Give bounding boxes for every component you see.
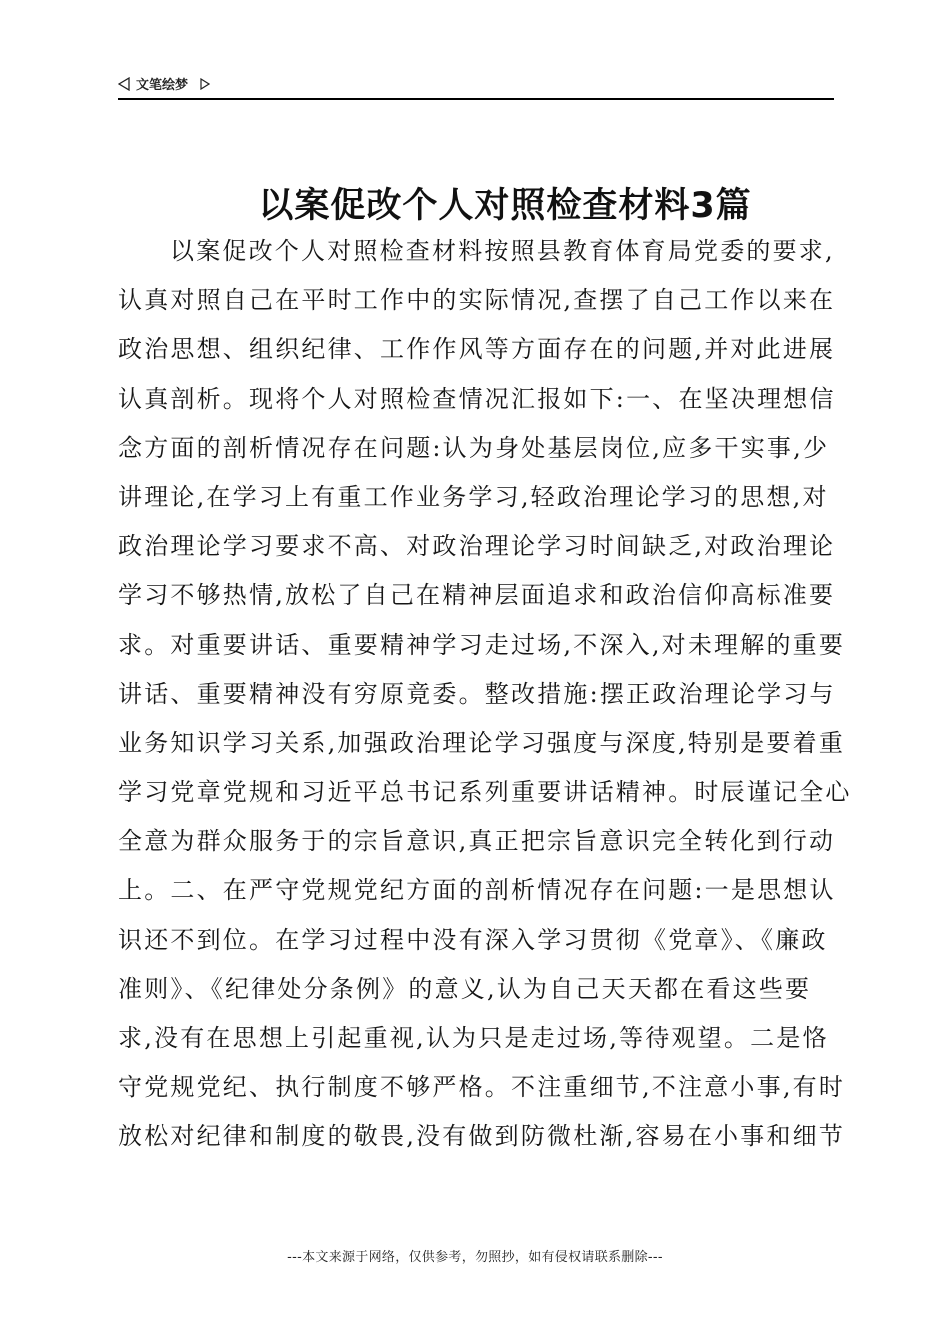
body-line: 放松对纪律和制度的敬畏,没有做到防微杜渐,容易在小事和细节 <box>118 1122 846 1151</box>
body-line: 念方面的剖析情况存在问题:认为身处基层岗位,应多干实事,少 <box>118 433 830 462</box>
header-brand: 文笔绘梦 <box>136 77 189 92</box>
triangle-left-icon <box>118 77 130 91</box>
body-line: 求。对重要讲话、重要精神学习走过场,不深入,对未理解的重要 <box>118 630 846 659</box>
body-line: 认真对照自己在平时工作中的实际情况,查摆了自己工作以来在 <box>118 286 836 315</box>
page-header <box>118 72 834 100</box>
page-footer-disclaimer: ---本文来源于网络，仅供参考，勿照抄，如有侵权请联系删除--- <box>287 1250 663 1265</box>
body-line: 上。二、在严守党规党纪方面的剖析情况存在问题:一是思想认 <box>118 876 836 905</box>
body-line: 认真剖析。现将个人对照检查情况汇报如下:一、在坚决理想信 <box>118 384 836 413</box>
body-line: 守党规党纪、执行制度不够严格。不注重细节,不注意小事,有时 <box>118 1073 846 1102</box>
body-line: 政治思想、组织纪律、工作作风等方面存在的问题,并对此进展 <box>118 335 836 364</box>
body-line: 学习不够热情,放松了自己在精神层面追求和政治信仰高标准要 <box>118 581 836 610</box>
body-line: 求,没有在思想上引起重视,认为只是走过场,等待观望。二是恪 <box>118 1024 829 1052</box>
body-line: 以案促改个人对照检查材料按照县教育体育局党委的要求, <box>170 237 835 265</box>
document-title: 以案促改个人对照检查材料3篇 <box>258 186 752 226</box>
body-line: 全意为群众服务于的宗旨意识,真正把宗旨意识完全转化到行动 <box>118 827 836 856</box>
document-body <box>118 227 852 1162</box>
body-line: 准则》、《纪律处分条例》的意义,认为自己天天都在看这些要 <box>118 974 812 1003</box>
body-line: 政治理论学习要求不高、对政治理论学习时间缺乏,对政治理论 <box>118 532 836 561</box>
triangle-right-icon <box>200 78 210 90</box>
body-line: 学习党章党规和习近平总书记系列重要讲话精神。时辰谨记全心 <box>118 778 852 807</box>
body-line: 识还不到位。在学习过程中没有深入学习贯彻《党章》、《廉政 <box>118 925 828 954</box>
body-line: 讲话、重要精神没有穷原竟委。整改措施:摆正政治理论学习与 <box>118 679 836 708</box>
body-line: 业务知识学习关系,加强政治理论学习强度与深度,特别是要着重 <box>118 728 846 757</box>
body-line: 讲理论,在学习上有重工作业务学习,轻政治理论学习的思想,对 <box>118 482 829 511</box>
header-brand-group <box>118 74 210 93</box>
